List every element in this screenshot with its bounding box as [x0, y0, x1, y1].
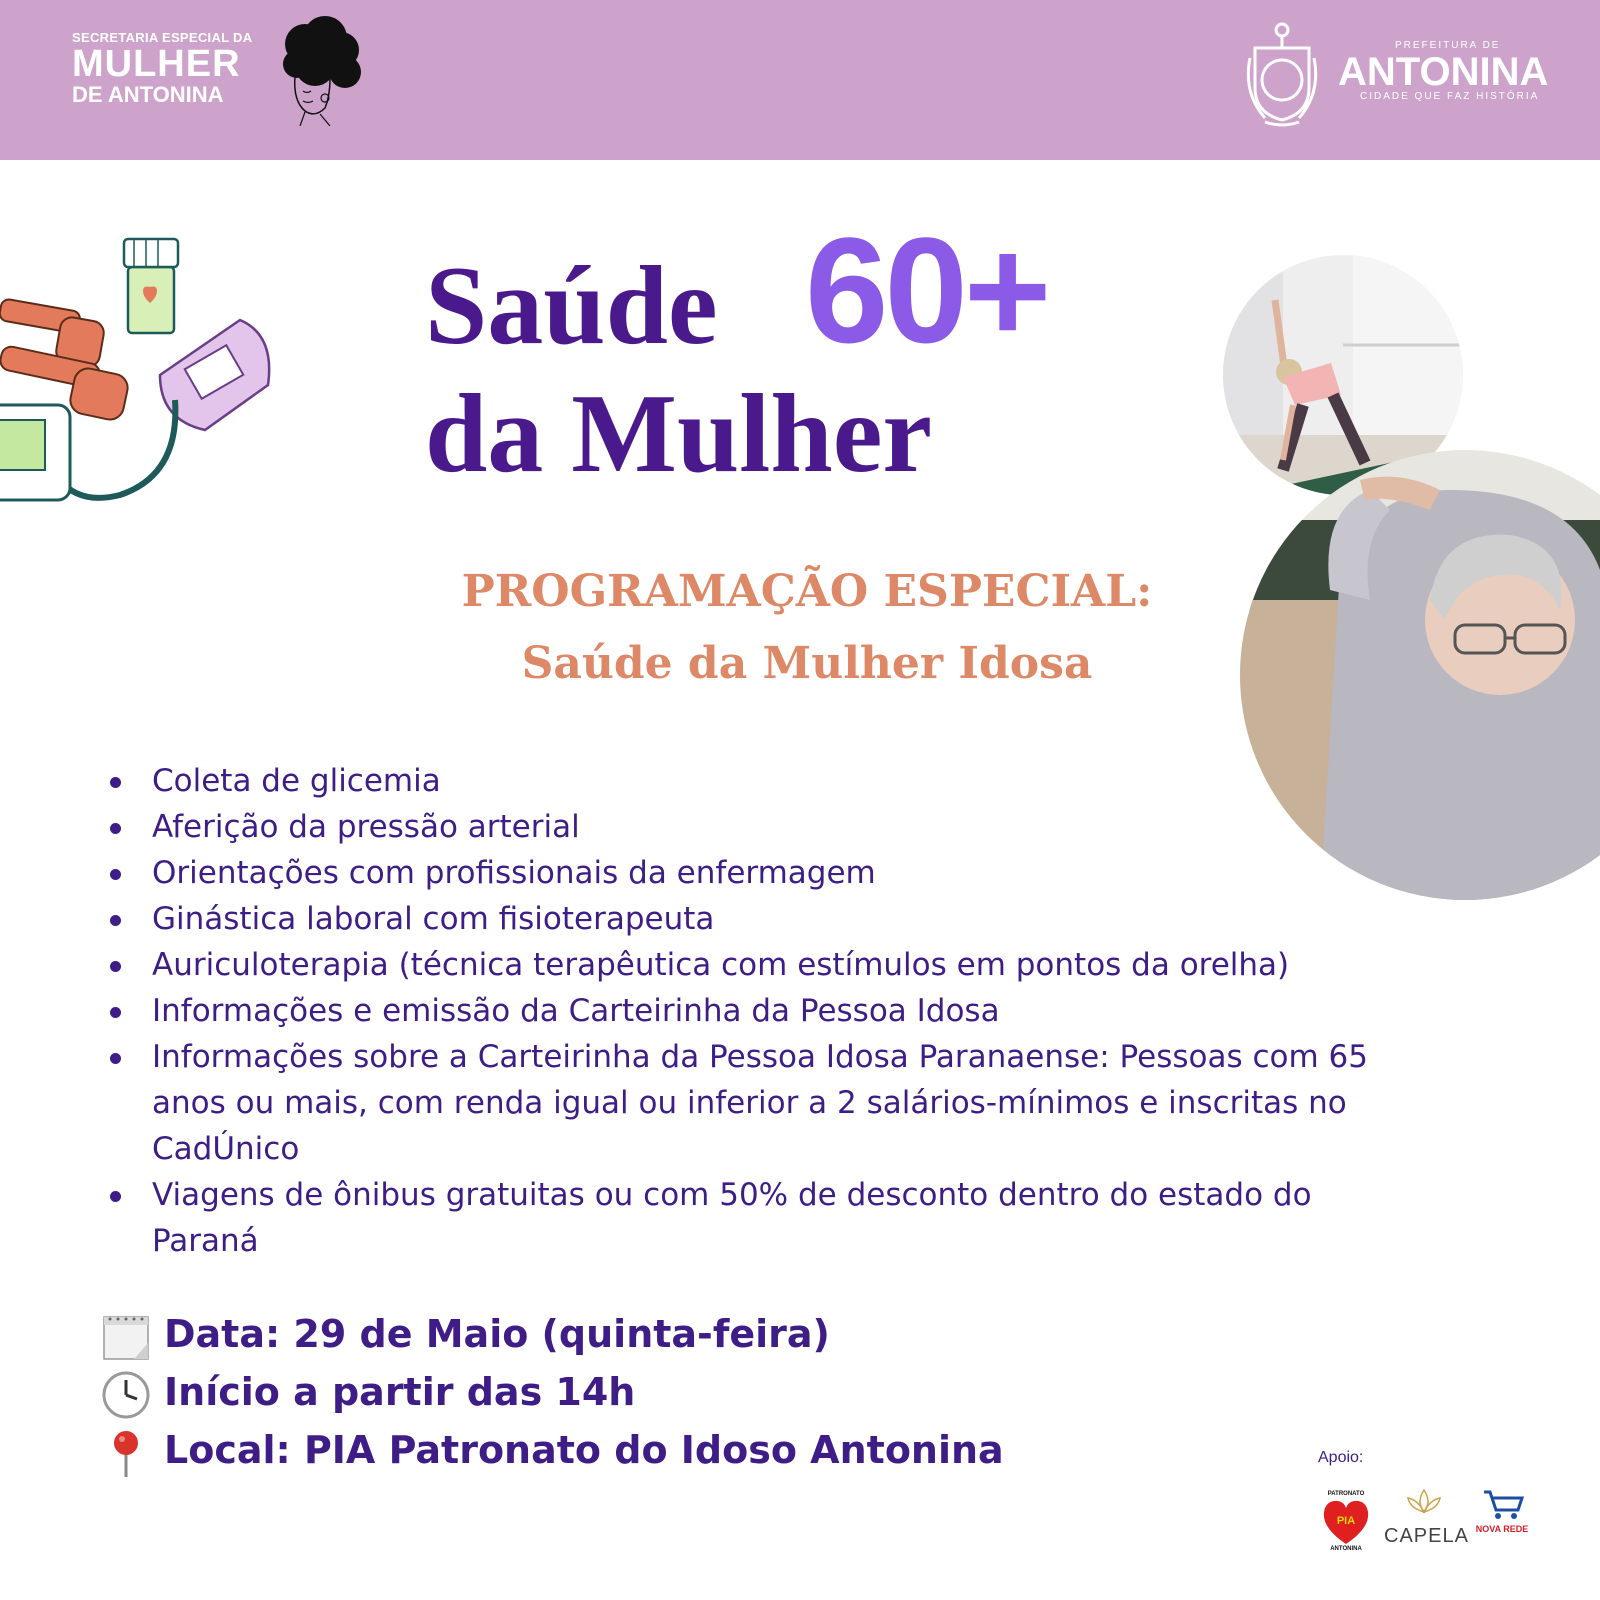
- svg-text:PATRONATO: PATRONATO: [1327, 1491, 1365, 1497]
- list-item: [110, 804, 1440, 850]
- list-item-text: Viagens de ônibus gratuitas ou com 50% de desconto dentro do estado do Paraná: [152, 1177, 1312, 1259]
- list-item-text: Aferição da pressão arterial: [152, 809, 580, 845]
- event-place: [100, 1426, 1200, 1477]
- secretaria-line1: SECRETARIA ESPECIAL DA: [72, 30, 253, 45]
- bullet-icon: [110, 1191, 121, 1202]
- list-item: [110, 942, 1440, 988]
- list-item: [110, 758, 1440, 804]
- blood-pressure-monitor-icon: [0, 405, 70, 500]
- secretaria-logo: [72, 30, 252, 107]
- sponsor-capela-name: CAPELA: [1384, 1525, 1469, 1547]
- clock-icon: [100, 1371, 152, 1419]
- activities-list: [110, 758, 1440, 1264]
- pin-icon: [100, 1429, 152, 1477]
- bullet-icon: [110, 777, 121, 788]
- list-item: [110, 850, 1440, 896]
- secretaria-line2: MULHER: [72, 43, 241, 85]
- bullet-icon: [110, 1053, 121, 1064]
- list-item-text: Informações e emissão da Carteirinha da Pessoa Idosa: [152, 993, 1000, 1029]
- bullet-icon: [110, 823, 121, 834]
- health-items-illustration: [0, 225, 290, 525]
- program-subheading: Saúde da Mulher Idosa: [521, 638, 1093, 689]
- title-accent: 60+: [805, 206, 1048, 374]
- event-date: [100, 1310, 1200, 1361]
- nova-rede-cart-logo: [1474, 1488, 1530, 1538]
- list-item: [110, 896, 1440, 942]
- bullet-icon: [110, 961, 121, 972]
- woman-face-icon: [275, 16, 365, 126]
- list-item-text: Orientações com profissionais da enfermagem: [152, 855, 876, 891]
- calendar-icon: [100, 1313, 152, 1361]
- bullet-icon: [110, 869, 121, 880]
- pill-bottle-icon: [124, 239, 178, 333]
- program-heading: PROGRAMAÇÃO ESPECIAL:: [461, 566, 1153, 617]
- event-time: [100, 1368, 1200, 1419]
- support-label: Apoio:: [1318, 1449, 1364, 1466]
- header-banner: [0, 0, 1600, 160]
- sponsor-pia-name: PIA: [1336, 1515, 1356, 1527]
- list-item-text: Auriculoterapia (técnica terapêutica com estímulos em pontos da orelha): [152, 947, 1290, 983]
- bullet-icon: [110, 915, 121, 926]
- title-line2: da Mulher: [425, 372, 933, 496]
- svg-text:ANTONINA: ANTONINA: [1330, 1546, 1362, 1550]
- bullet-icon: [110, 1007, 121, 1018]
- event-date-text: Data: 29 de Maio (quinta-feira): [164, 1312, 830, 1356]
- list-item-text: Informações sobre a Carteirinha da Pessoa Idosa Paranaense: Pessoas com 65 anos ou mais, com renda igual ou inferior a 2 salários-mínimos e inscritas no CadÚnico: [152, 1039, 1368, 1167]
- title-line1: Saúde: [425, 244, 718, 368]
- secretaria-line3: DE ANTONINA: [72, 82, 224, 107]
- prefeitura-tagline: CIDADE QUE FAZ HISTÓRIA: [1360, 91, 1540, 102]
- list-item-text: Ginástica laboral com fisioterapeuta: [152, 901, 715, 937]
- pia-heart-logo: [1318, 1488, 1374, 1550]
- list-item: [110, 1034, 1440, 1172]
- prefeitura-small-label: PREFEITURA DE: [1395, 40, 1501, 51]
- event-time-text: Início a partir das 14h: [164, 1370, 636, 1414]
- list-item-text: Coleta de glicemia: [152, 763, 441, 799]
- list-item: [110, 988, 1440, 1034]
- event-place-text: Local: PIA Patronato do Idoso Antonina: [164, 1428, 1004, 1472]
- capela-lotus-logo: [1404, 1488, 1444, 1518]
- sponsor-nova-rede-name: NOVA REDE: [1475, 1524, 1529, 1534]
- list-item: [110, 1172, 1440, 1264]
- prefeitura-name: ANTONINA: [1338, 50, 1549, 94]
